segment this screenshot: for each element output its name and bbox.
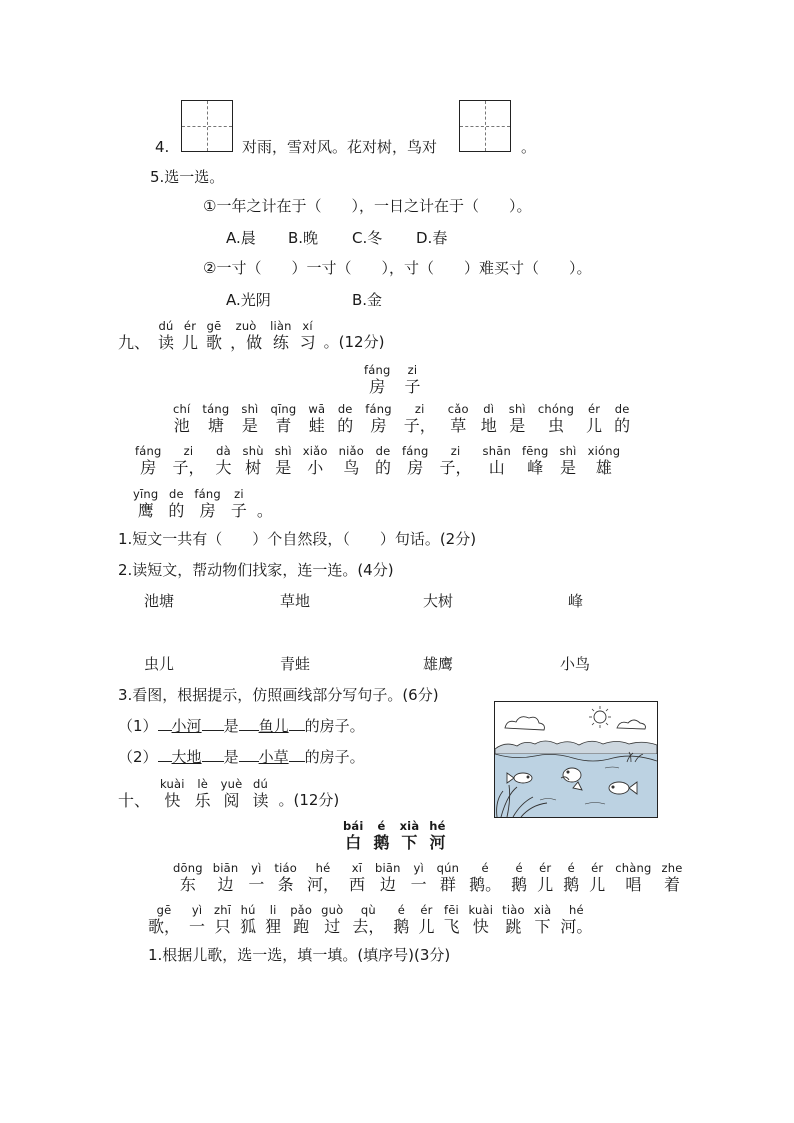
sec9-q1: 1.短文一共有（ ）个自然段，（ ）句话。(2分) [118, 530, 477, 548]
animal-eagle[interactable]: 雄鹰 [423, 655, 454, 673]
river-fish-illustration [494, 701, 658, 818]
q5-option1-b: B.晚 [288, 229, 319, 247]
sec9-passage-line3: yīng 鹰 de 的 fáng 房 zi 子 。 [133, 487, 273, 520]
sec9-heading: 九、 dú 读 ér 儿 gē 歌 zuò ，做 liàn 练 xí 习 。(12分) [118, 319, 385, 352]
sec9-q3: 3.看图，根据提示，仿照画线部分写句子。(6分) [118, 686, 439, 704]
sec10-q1: 1.根据儿歌，选一选，填一填。(填序号)(3分) [148, 946, 451, 964]
animal-frog[interactable]: 青蛙 [280, 655, 311, 673]
q3-item1: （1） 小河 是 鱼儿 的房子。 [118, 717, 365, 735]
sec10-heading: 十、 kuài 快 lè 乐 yuè 阅 dú 读 。(12分) [118, 777, 340, 810]
q5-option2-b: B.金 [352, 291, 383, 309]
sec9-q2: 2.读短文，帮动物们找家，连一连。(4分) [118, 561, 394, 579]
q5-option2-a: A.光阴 [226, 291, 271, 309]
sec10-passage-line1: dōng 东 biān 边 yì 一 tiáo 条 hé 河， xī 西 biān 边 yì 一 qún 群 é 鹅。 é 鹅 ér 儿 é 鹅 ér 儿 chàng 唱 zhe 着 [173, 861, 683, 894]
animal-insect[interactable]: 虫儿 [144, 655, 175, 673]
animal-bird[interactable]: 小鸟 [560, 655, 591, 673]
q5-option1-c: C.冬 [352, 229, 383, 247]
q4-end: 。 [521, 138, 537, 156]
sec10-title: bái 白 é 鹅 xià 下 hé 河 [343, 819, 446, 852]
q3-item2: （2） 大地 是 小草 的房子。 [118, 748, 365, 766]
place-pond[interactable]: 池塘 [144, 592, 175, 610]
q4-number: 4. [155, 138, 170, 156]
q5-option1-d: D.春 [416, 229, 448, 247]
sec9-passage-line2: fáng 房 zi 子， dà 大 shù 树 shì 是 xiǎo 小 niǎo 鸟 de 的 fáng 房 zi 子， shān 山 fēng 峰 shì 是 xióng 雄 [135, 444, 621, 477]
q5-option1-a: A.晨 [226, 229, 256, 247]
sec9-title: fáng 房 zi 子 [364, 363, 421, 396]
tianzige-box-2[interactable] [459, 100, 511, 152]
sec10-passage-line2: gē 歌， yì 一 zhī 只 hú 狐 li 狸 pǎo 跑 guò 过 qù 去， é 鹅 ér 儿 fēi 飞 kuài 快 tiào 跳 xià 下 hé 河。 [148, 903, 593, 936]
place-grassland[interactable]: 草地 [280, 592, 311, 610]
sec9-passage-line1: chí 池 táng 塘 shì 是 qīng 青 wā 蛙 de 的 fáng 房 zi 子， cǎo 草 dì 地 shì 是 chóng 虫 ér 儿 de 的 [173, 402, 631, 435]
place-peak[interactable]: 峰 [568, 592, 584, 610]
q5-title: 5.选一选。 [150, 168, 225, 186]
q5-item2: ②一寸（ ）一寸（ ），寸（ ）难买寸（ ）。 [203, 259, 592, 277]
tianzige-box-1[interactable] [181, 100, 233, 152]
q5-item1: ①一年之计在于（ ），一日之计在于（ ）。 [203, 197, 532, 215]
q4-text: 对雨，雪对风。花对树，鸟对 [242, 138, 438, 156]
place-big-tree[interactable]: 大树 [423, 592, 454, 610]
